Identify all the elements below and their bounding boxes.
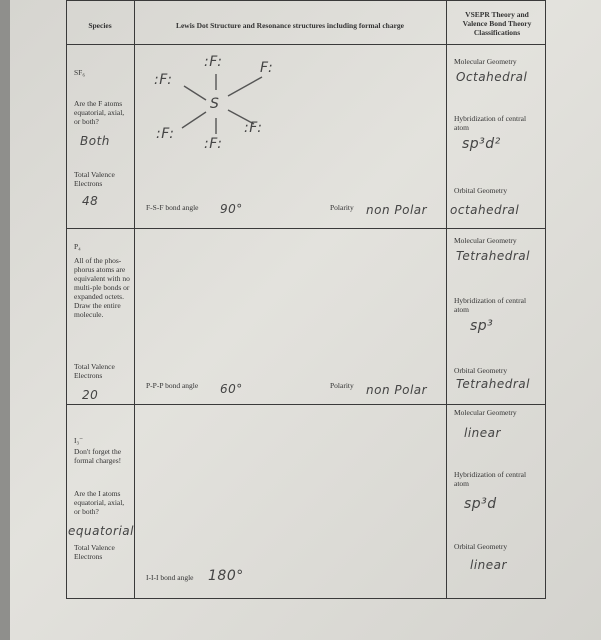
sf6-lewis-bonds (66, 0, 446, 228)
sf6-polarity-label: Polarity (330, 203, 354, 212)
worksheet-paper (10, 0, 601, 640)
p4-angle-label: P-P-P bond angle (146, 381, 199, 390)
sf6-valence-label: Total Valence Electrons (74, 170, 115, 188)
i3-angle-label: I-I-I bond angle (146, 573, 194, 582)
species-sf6: SF₆ (74, 68, 85, 77)
table-border-right (545, 0, 546, 598)
sf6-ligand-lower-left: :F: (156, 126, 175, 142)
p4-mol-geom-label: Molecular Geometry (454, 236, 517, 245)
sf6-orb-geom-value: octahedral (450, 203, 520, 217)
header-lewis: Lewis Dot Structure and Resonance structures including formal charge (175, 21, 405, 30)
p4-hybrid-label: Hybridization of central atom (454, 296, 527, 314)
header-species: Species (88, 21, 112, 30)
column-divider-2 (446, 0, 447, 598)
i3-mol-geom-value: linear (464, 426, 501, 440)
sf6-angle-label: F-S-F bond angle (146, 203, 199, 212)
sf6-valence-value: 48 (82, 194, 99, 208)
p4-polarity-label: Polarity (330, 381, 354, 390)
sf6-polarity-value: non Polar (366, 203, 428, 217)
sf6-hybrid-value: sp³d² (462, 136, 501, 152)
p4-valence-value: 20 (82, 388, 99, 402)
sf6-mol-geom-label: Molecular Geometry (454, 57, 517, 66)
table-border-bottom (66, 598, 546, 599)
sf6-center-atom: S (210, 96, 220, 112)
i3-question: Are the I atoms equatorial, axial, or both? (74, 489, 125, 516)
bond-lower-left (182, 112, 206, 128)
sf6-ligand-lower-right: :F: (244, 120, 263, 136)
sf6-mol-geom-value: Octahedral (456, 70, 528, 84)
sf6-orb-geom-label: Orbital Geometry (454, 186, 508, 195)
p4-polarity-value: non Polar (366, 383, 428, 397)
table-frame (66, 0, 546, 600)
p4-orb-geom-value: Tetrahedral (456, 377, 530, 391)
sf6-ligand-upper-right: F: (260, 60, 274, 76)
p4-mol-geom-value: Tetrahedral (456, 249, 530, 263)
sf6-angle-value: 90° (220, 202, 243, 216)
i3-hybrid-label: Hybridization of central atom (454, 470, 527, 488)
sf6-ligand-top: :F: (204, 54, 223, 70)
species-i3: I₃⁻ (74, 436, 84, 445)
worksheet-table (66, 0, 600, 600)
p4-question: All of the phos-phorus atoms are equivalent with no multi-ple bonds or expanded octets. Draw the entire molecule. (74, 256, 130, 319)
p4-valence-label: Total Valence Electrons (74, 362, 115, 380)
i3-angle-value: 180° (208, 568, 244, 584)
i3-orb-geom-value: linear (470, 558, 507, 572)
row-divider-2 (66, 404, 546, 405)
i3-note: Don't forget the formal charges! (74, 447, 122, 465)
sf6-question: Are the F atoms equatorial, axial, or both? (74, 99, 125, 126)
sf6-hybrid-label: Hybridization of central atom (454, 114, 527, 132)
p4-orb-geom-label: Orbital Geometry (454, 366, 508, 375)
bond-upper-left (184, 86, 206, 100)
i3-hybrid-value: sp³d (464, 496, 497, 512)
sf6-answer: Both (80, 134, 110, 148)
sf6-ligand-bottom: :F: (204, 136, 223, 152)
i3-orb-geom-label: Orbital Geometry (454, 542, 508, 551)
bond-upper-right (228, 77, 262, 96)
p4-hybrid-value: sp³ (470, 318, 494, 334)
p4-angle-value: 60° (220, 382, 243, 396)
i3-mol-geom-label: Molecular Geometry (454, 408, 517, 417)
sf6-ligand-upper-left: :F: (154, 72, 173, 88)
i3-answer: equatorial (68, 524, 134, 538)
species-p4: P₄ (74, 242, 81, 251)
header-vsepr: VSEPR Theory and Valence Bond Theory Classifications (462, 10, 532, 37)
i3-valence-label: Total Valence Electrons (74, 543, 115, 561)
row-divider-1 (66, 228, 546, 229)
